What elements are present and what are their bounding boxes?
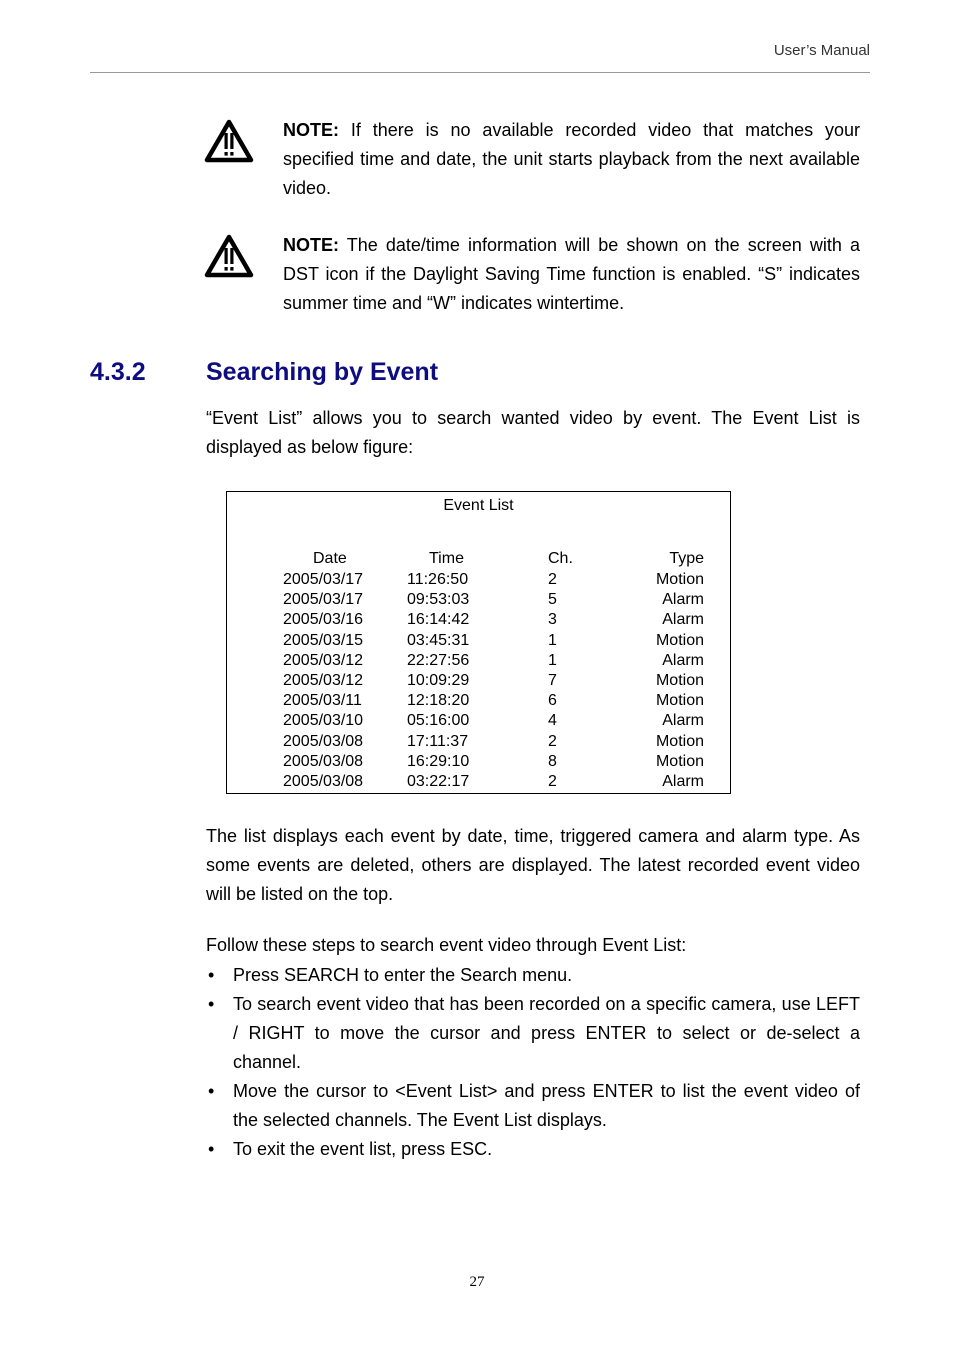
list-item [206,990,860,1077]
intro-paragraph: “Event List” allows you to search wanted video by event. The Event List is displayed as below figure: [206,408,860,457]
note-body: If there is no available recorded video that matches your specified time and date, the unit starts playback from the next available video. [283,120,860,198]
cell-channel: 3 [548,611,557,629]
event-list-title: Event List [443,497,514,514]
cell-type: Alarm [662,712,704,730]
step-text: Press SEARCH to enter the Search menu. [233,965,573,985]
bullet: • [208,965,215,985]
table-row [227,611,730,631]
cell-channel: 1 [548,651,557,669]
cell-date: 2005/03/17 [283,571,364,588]
cell-channel: 8 [548,752,557,770]
cell-channel: 2 [548,571,557,588]
cell-date: 2005/03/12 [283,672,364,689]
list-item [206,1077,860,1135]
step-text: To exit the event list, press ESC. [233,1139,493,1159]
cell-time: 03:45:31 [407,631,470,649]
bullet: • [208,1081,215,1101]
table-row [227,632,730,652]
table-row [227,692,730,712]
warning-icon [204,118,254,164]
cell-channel: 2 [548,732,557,750]
description-paragraph: The list displays each event by date, time, triggered camera and alarm type. As some events are deleted, others are displayed. The latest recorded event video will be listed on the top. [206,826,860,904]
cell-type: Motion [655,692,704,710]
steps-intro: Follow these steps to search event video through Event List: [206,935,687,955]
cell-channel: 6 [548,692,557,710]
table-row [227,672,730,692]
cell-date: 2005/03/17 [283,591,364,609]
cell-time: 05:16:00 [407,712,470,730]
running-header: User’s Manual [773,42,870,59]
cell-date: 2005/03/11 [283,692,362,710]
table-row [227,753,730,773]
cell-date: 2005/03/15 [283,631,364,649]
note-body: The date/time information will be shown on the screen with a DST icon if the Daylight Saving Time function is enabled. “S” indicates summer time and “W” indicates wintertime. [283,235,860,313]
note-1 [204,116,860,203]
cell-date: 2005/03/10 [283,712,364,730]
cell-time: 12:18:20 [407,692,470,710]
cell-type: Alarm [662,611,704,629]
note-text [283,116,860,203]
table-row [227,733,730,753]
cell-channel: 4 [548,712,557,730]
step-text: Move the cursor to <Event List> and press ENTER to list the event video of the selected channels. The Event List displays. [233,1081,860,1130]
table-row [227,773,730,793]
cell-type: Motion [655,672,704,689]
cell-type: Motion [655,732,704,750]
event-list-header [227,550,730,570]
cell-time: 03:22:17 [407,773,470,790]
header-type: Type [669,550,704,567]
table-row [227,652,730,672]
list-item [206,961,860,990]
cell-date: 2005/03/12 [283,651,364,669]
cell-type: Alarm [662,651,704,669]
cell-date: 2005/03/08 [283,732,364,750]
event-list-figure [226,491,731,794]
header-time: Time [429,550,464,567]
table-row [227,712,730,732]
cell-channel: 2 [548,773,557,790]
cell-type: Alarm [662,773,704,790]
cell-time: 17:11:37 [407,732,469,750]
step-text: To search event video that has been recorded on a specific camera, use LEFT / RIGHT to move the cursor and press ENTER to select or de-select a channel. [233,994,860,1072]
note-2 [204,231,860,318]
note-label: NOTE: [283,120,339,140]
cell-channel: 7 [548,672,557,689]
cell-date: 2005/03/08 [283,752,364,770]
cell-time: 16:14:42 [407,611,470,629]
cell-time: 16:29:10 [407,752,470,770]
header-date: Date [313,550,347,567]
cell-type: Alarm [662,591,704,609]
cell-type: Motion [655,752,704,770]
note-text [283,231,860,318]
cell-time: 09:53:03 [407,591,470,609]
section-heading [90,358,438,387]
table-row [227,571,730,591]
section-title: Searching by Event [206,358,439,386]
cell-date: 2005/03/08 [283,773,364,790]
header-rule [90,72,870,73]
cell-channel: 1 [548,631,557,649]
warning-icon [204,233,254,279]
note-label: NOTE: [283,235,339,255]
cell-time: 10:09:29 [407,672,470,689]
cell-time: 11:26:50 [407,571,469,588]
cell-type: Motion [655,571,704,588]
list-item [206,1135,860,1164]
table-row [227,591,730,611]
bullet: • [208,994,215,1014]
cell-time: 22:27:56 [407,651,470,669]
page-number: 27 [469,1274,485,1290]
section-number: 4.3.2 [90,358,146,386]
cell-channel: 5 [548,591,557,609]
header-channel: Ch. [548,550,573,567]
bullet: • [208,1139,215,1159]
cell-type: Motion [655,631,704,649]
steps-list [206,961,860,1164]
cell-date: 2005/03/16 [283,611,364,629]
